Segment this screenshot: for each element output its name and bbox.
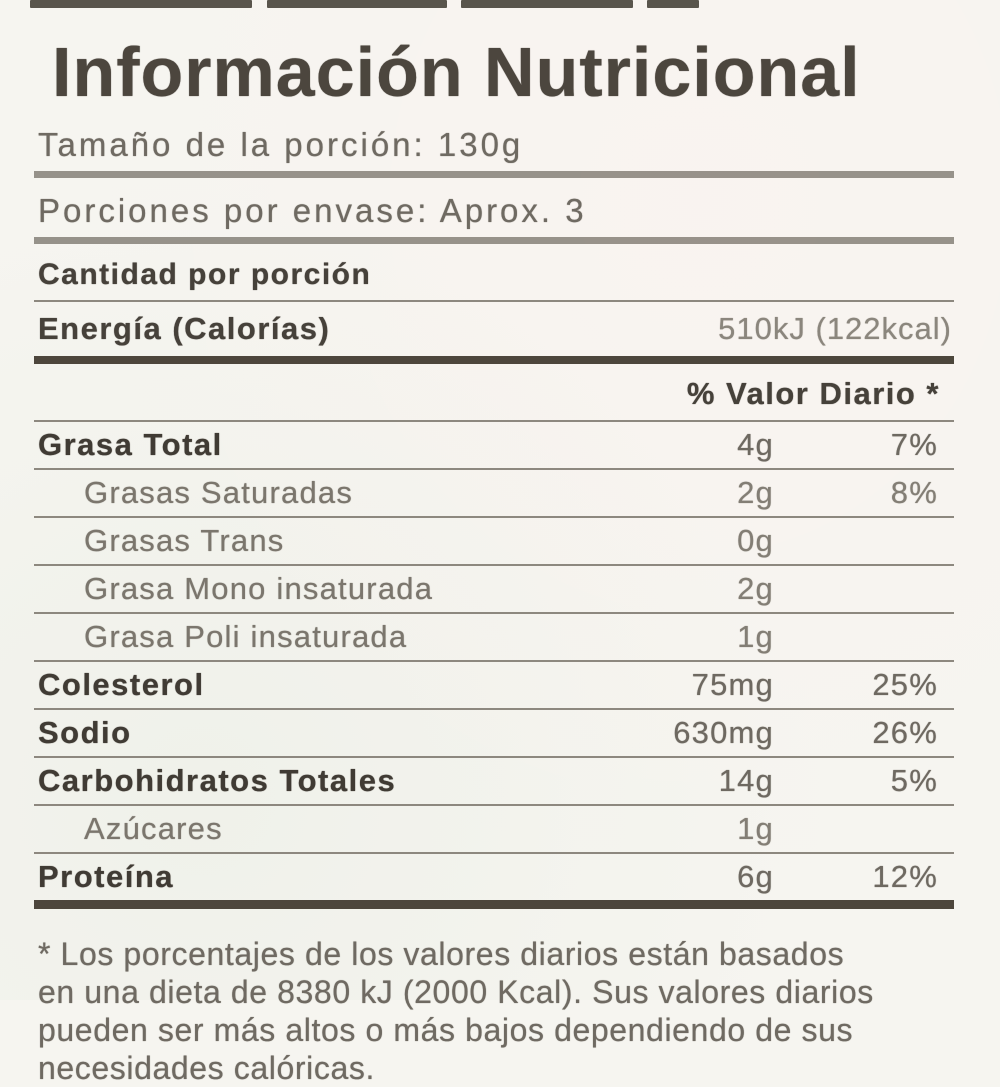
nutrient-label: Grasa Poli insaturada [84, 619, 408, 654]
table-row [34, 470, 954, 518]
energy-value: 510kJ (122kcal) [718, 311, 952, 346]
table-row [34, 566, 954, 614]
amount-per-serving-heading: Cantidad por porción [34, 244, 954, 302]
nutrient-label: Azúcares [84, 811, 223, 846]
table-row [34, 710, 954, 758]
nutrient-value: 1g [737, 811, 774, 846]
serving-size-line: Tamaño de la porción: 130g [34, 118, 954, 178]
footnote-line: en una dieta de 8380 kJ (2000 Kcal). Sus valores diarios [38, 974, 874, 1010]
table-row [34, 854, 954, 909]
nutrient-label: Colesterol [38, 667, 205, 702]
footnote-line: * Los porcentajes de los valores diarios están basados [38, 936, 845, 972]
nutrient-daily-value: 8% [890, 475, 938, 510]
table-row [34, 422, 954, 470]
nutrient-daily-value: 26% [872, 715, 938, 750]
nutrient-value: 4g [737, 427, 774, 462]
nutrient-value: 2g [737, 475, 774, 510]
energy-row [34, 302, 954, 364]
cropped-text-fragments [0, 0, 1000, 10]
nutrient-value: 6g [737, 859, 774, 894]
cropped-text-fragment [267, 0, 447, 8]
nutrient-value: 630mg [673, 715, 774, 750]
footnote [34, 935, 954, 1087]
table-row [34, 614, 954, 662]
nutrition-facts-panel [34, 10, 954, 1087]
cropped-text-fragment [30, 0, 252, 8]
nutrient-value: 1g [737, 619, 774, 654]
footnote-line: necesidades calóricas. [38, 1050, 375, 1086]
nutrient-value: 14g [718, 763, 774, 798]
nutrient-daily-value: 25% [872, 667, 938, 702]
label-title: Información Nutricional [52, 33, 861, 111]
nutrient-label: Proteína [38, 859, 175, 894]
nutrient-label: Grasas Trans [84, 523, 285, 558]
nutrient-value: 2g [737, 571, 774, 606]
table-row [34, 758, 954, 806]
nutrient-label: Carbohidratos Totales [38, 763, 397, 798]
nutrient-rows [34, 422, 954, 909]
table-row [34, 806, 954, 854]
cropped-text-fragment [461, 0, 633, 8]
nutrient-daily-value: 5% [890, 763, 938, 798]
nutrient-value: 0g [737, 523, 774, 558]
nutrient-label: Sodio [38, 715, 132, 750]
nutrient-label: Grasa Mono insaturada [84, 571, 434, 606]
nutrient-label: Grasas Saturadas [84, 475, 354, 510]
energy-label: Energía (Calorías) [38, 311, 331, 346]
table-row [34, 518, 954, 566]
nutrient-label: Grasa Total [38, 427, 223, 462]
daily-value-header: % Valor Diario * [34, 364, 954, 422]
cropped-text-fragment [647, 0, 699, 8]
nutrient-daily-value: 7% [890, 427, 938, 462]
nutrient-daily-value: 12% [872, 859, 938, 894]
nutrient-value: 75mg [691, 667, 774, 702]
table-row [34, 662, 954, 710]
servings-per-container-line: Porciones por envase: Aprox. 3 [34, 178, 954, 244]
footnote-line: pueden ser más altos o más bajos dependiendo de sus [38, 1012, 854, 1048]
